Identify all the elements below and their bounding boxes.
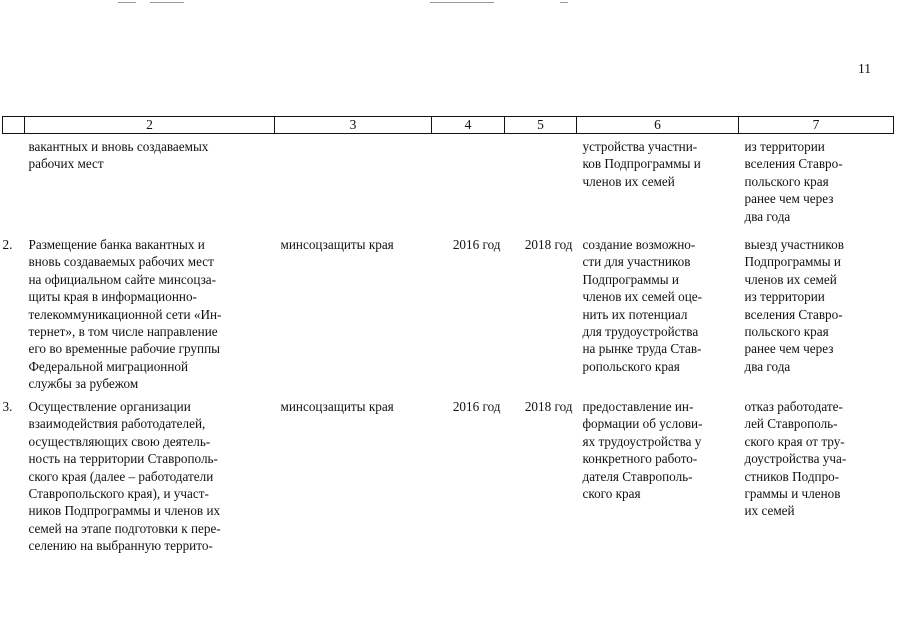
end-year-cell: 2018 год	[524, 237, 573, 252]
column-number-header-row	[3, 117, 894, 134]
header-col-7: 7	[739, 117, 894, 134]
header-col-2: 2	[25, 117, 275, 134]
measure-name-cell: Осуществление организации взаимодействия работодателей, осуществляющих свою деятель- ность на территории Ставрополь- ского края (далее – работодатели Ставропольского края), и участ- ников Подпрограммы и членов их семей на этапе подготовки к пере- селению на выбранную террито-	[28, 399, 221, 554]
executor-cell	[275, 134, 432, 235]
consequences-cell: из территории вселения Ставро- польского края ранее чем через два года	[744, 139, 843, 224]
scan-artifact-marks	[0, 0, 905, 10]
start-year-cell	[432, 134, 505, 235]
table-row	[3, 396, 894, 555]
row-number: 3.	[2, 399, 13, 414]
measure-name-cell: вакантных и вновь создаваемых рабочих мест	[28, 139, 209, 172]
end-year-cell	[505, 134, 577, 235]
expected-result-cell: устройства участни- ков Подпрограммы и членов их семей	[582, 139, 701, 189]
expected-result-cell: создание возможно- сти для участников Подпрограммы и членов их семей оце- нить их потенциал для трудоустройства на рынке труда Став- ропольского края	[582, 237, 703, 374]
start-year-cell: 2016 год	[452, 237, 501, 252]
header-col-3: 3	[275, 117, 432, 134]
start-year-cell: 2016 год	[452, 399, 501, 414]
table-row-continuation	[3, 134, 894, 235]
end-year-cell: 2018 год	[524, 399, 573, 414]
row-number	[3, 134, 25, 235]
row-number: 2.	[2, 237, 13, 252]
executor-cell: минсоцзащиты края	[280, 399, 394, 414]
table-row	[3, 234, 894, 396]
header-col-5: 5	[505, 117, 577, 134]
header-col-4: 4	[432, 117, 505, 134]
executor-cell: минсоцзащиты края	[280, 237, 394, 252]
consequences-cell: выезд участников Подпрограммы и членов их семей из территории вселения Ставро- польского края ранее чем через два года	[744, 237, 844, 374]
program-measures-table	[2, 116, 894, 555]
page-number: 11	[858, 61, 871, 76]
header-col-1	[3, 117, 25, 134]
header-col-6: 6	[577, 117, 739, 134]
consequences-cell: отказ работодате- лей Ставрополь- ского края от тру- доустройства уча- стников Подпро- граммы и членов их семей	[744, 399, 847, 519]
expected-result-cell: предоставление ин- формации об услови- ях трудоустройства у конкретного работо- дателя Ставрополь- ского края	[582, 399, 703, 502]
measure-name-cell: Размещение банка вакантных и вновь создаваемых рабочих мест на официальном сайте минсоцза- щиты края в информационно- телекоммуникационной сети «Ин- тернет», в том числе направление его во временные рабочие группы Федеральной миграционной службы за рубежом	[28, 237, 222, 392]
